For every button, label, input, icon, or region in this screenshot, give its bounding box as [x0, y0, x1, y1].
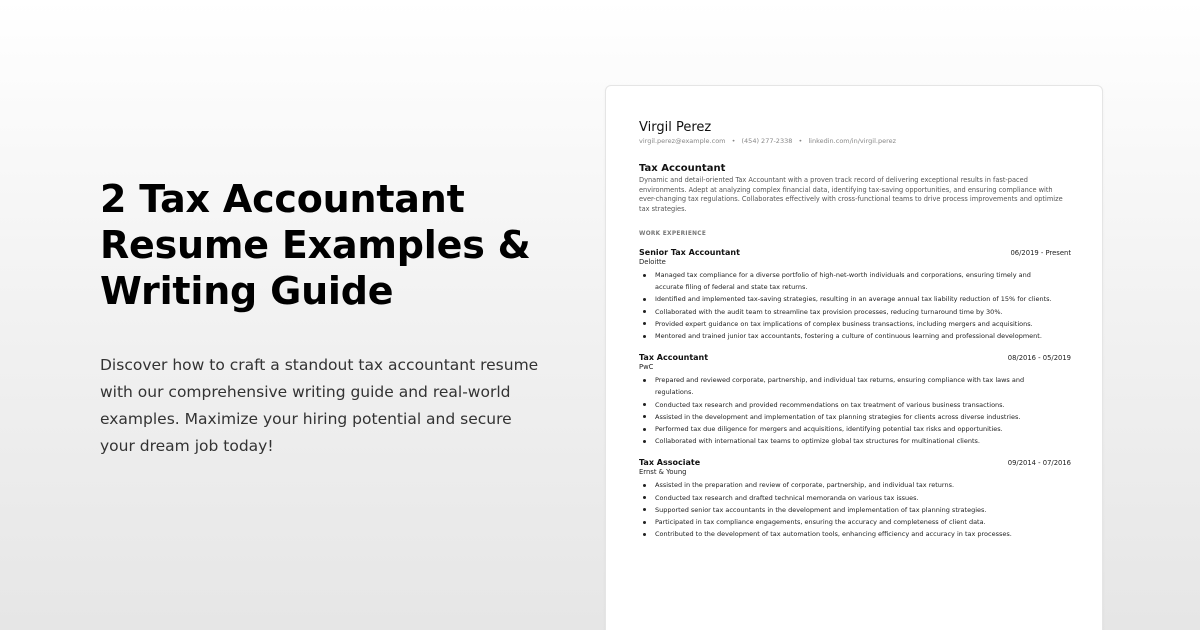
job-bullets [639, 479, 1069, 540]
job-entry [639, 458, 1069, 540]
job-dates: 09/2014 - 07/2016 [1007, 459, 1071, 468]
resume-contact-line [639, 137, 1069, 145]
page-description: Discover how to craft a standout tax accountant resume with our comprehensive writing guide and real-world examples. Maximize your hiring potential and secure your dream job today! [100, 356, 539, 455]
job-bullet: Participated in tax compliance engagements, ensuring the accuracy and completeness of client data. [639, 516, 1059, 528]
job-company: Deloitte [639, 258, 666, 266]
resume-summary: Dynamic and detail-oriented Tax Accountant with a proven track record of delivering exceptional results in fast-paced environments. Adept at analyzing complex financial data, identifying tax-saving opportunities, and ensuring compliance with ever-changing tax regulations. Collaborates effectively with cross-functional teams to drive process improvements and optimize tax strategies. [639, 176, 1063, 213]
job-entry [639, 353, 1069, 447]
job-entry [639, 248, 1069, 342]
contact-separator: • [798, 137, 803, 145]
resume-linkedin: linkedin.com/in/virgil.perez [808, 137, 897, 145]
job-company: Ernst & Young [639, 468, 687, 477]
job-company: PwC [639, 363, 654, 372]
job-bullet: Managed tax compliance for a diverse portfolio of high-net-worth individuals and corporations, ensuring timely and accurate filing of federal and state tax returns. [639, 269, 1059, 293]
job-dates: 08/2016 - 05/2019 [1007, 354, 1071, 363]
job-title: Tax Associate [639, 458, 701, 468]
job-title: Tax Accountant [639, 353, 709, 363]
job-bullet: Provided expert guidance on tax implications of complex business transactions, including mergers and acquisitions. [639, 318, 1059, 330]
resume-headline: Tax Accountant [639, 163, 726, 174]
resume-email: virgil.perez@example.com [639, 137, 726, 145]
resume-phone: (454) 277-2338 [741, 137, 793, 145]
job-dates: 06/2019 - Present [1010, 249, 1071, 257]
job-bullet: Performed tax due diligence for mergers and acquisitions, identifying potential tax risks and opportunities. [639, 423, 1059, 435]
job-bullets [639, 374, 1069, 447]
job-bullet: Prepared and reviewed corporate, partnership, and individual tax returns, ensuring compliance with tax laws and regulations. [639, 374, 1059, 398]
job-bullet: Identified and implemented tax-saving strategies, resulting in an average annual tax liability reduction of 15% for clients. [639, 293, 1059, 305]
job-title: Senior Tax Accountant [639, 248, 740, 257]
job-bullet: Assisted in the preparation and review of corporate, partnership, and individual tax returns. [639, 479, 1059, 491]
job-bullets [639, 269, 1069, 342]
job-bullet: Collaborated with international tax teams to optimize global tax structures for multinational clients. [639, 435, 1059, 447]
job-bullet: Collaborated with the audit team to streamline tax provision processes, reducing turnaround time by 30%. [639, 306, 1059, 318]
job-bullet: Mentored and trained junior tax accountants, fostering a culture of continuous learning and professional development. [639, 330, 1059, 342]
resume-preview-card [605, 85, 1103, 630]
job-bullet: Assisted in the development and implementation of tax planning strategies for clients across diverse industries. [639, 411, 1059, 423]
job-bullet: Conducted tax research and drafted technical memoranda on various tax issues. [639, 492, 1059, 504]
section-title-work-experience: WORK EXPERIENCE [639, 231, 707, 237]
job-bullet: Supported senior tax accountants in the development and implementation of tax planning strategies. [639, 504, 1059, 516]
contact-separator: • [731, 137, 736, 145]
resume-name: Virgil Perez [639, 120, 712, 135]
job-bullet: Conducted tax research and provided recommendations on tax treatment of various business transactions. [639, 399, 1059, 411]
job-bullet: Contributed to the development of tax automation tools, enhancing efficiency and accuracy in tax processes. [639, 528, 1059, 540]
page-title: 2 Tax Accountant Resume Examples & Writing Guide [100, 177, 531, 313]
